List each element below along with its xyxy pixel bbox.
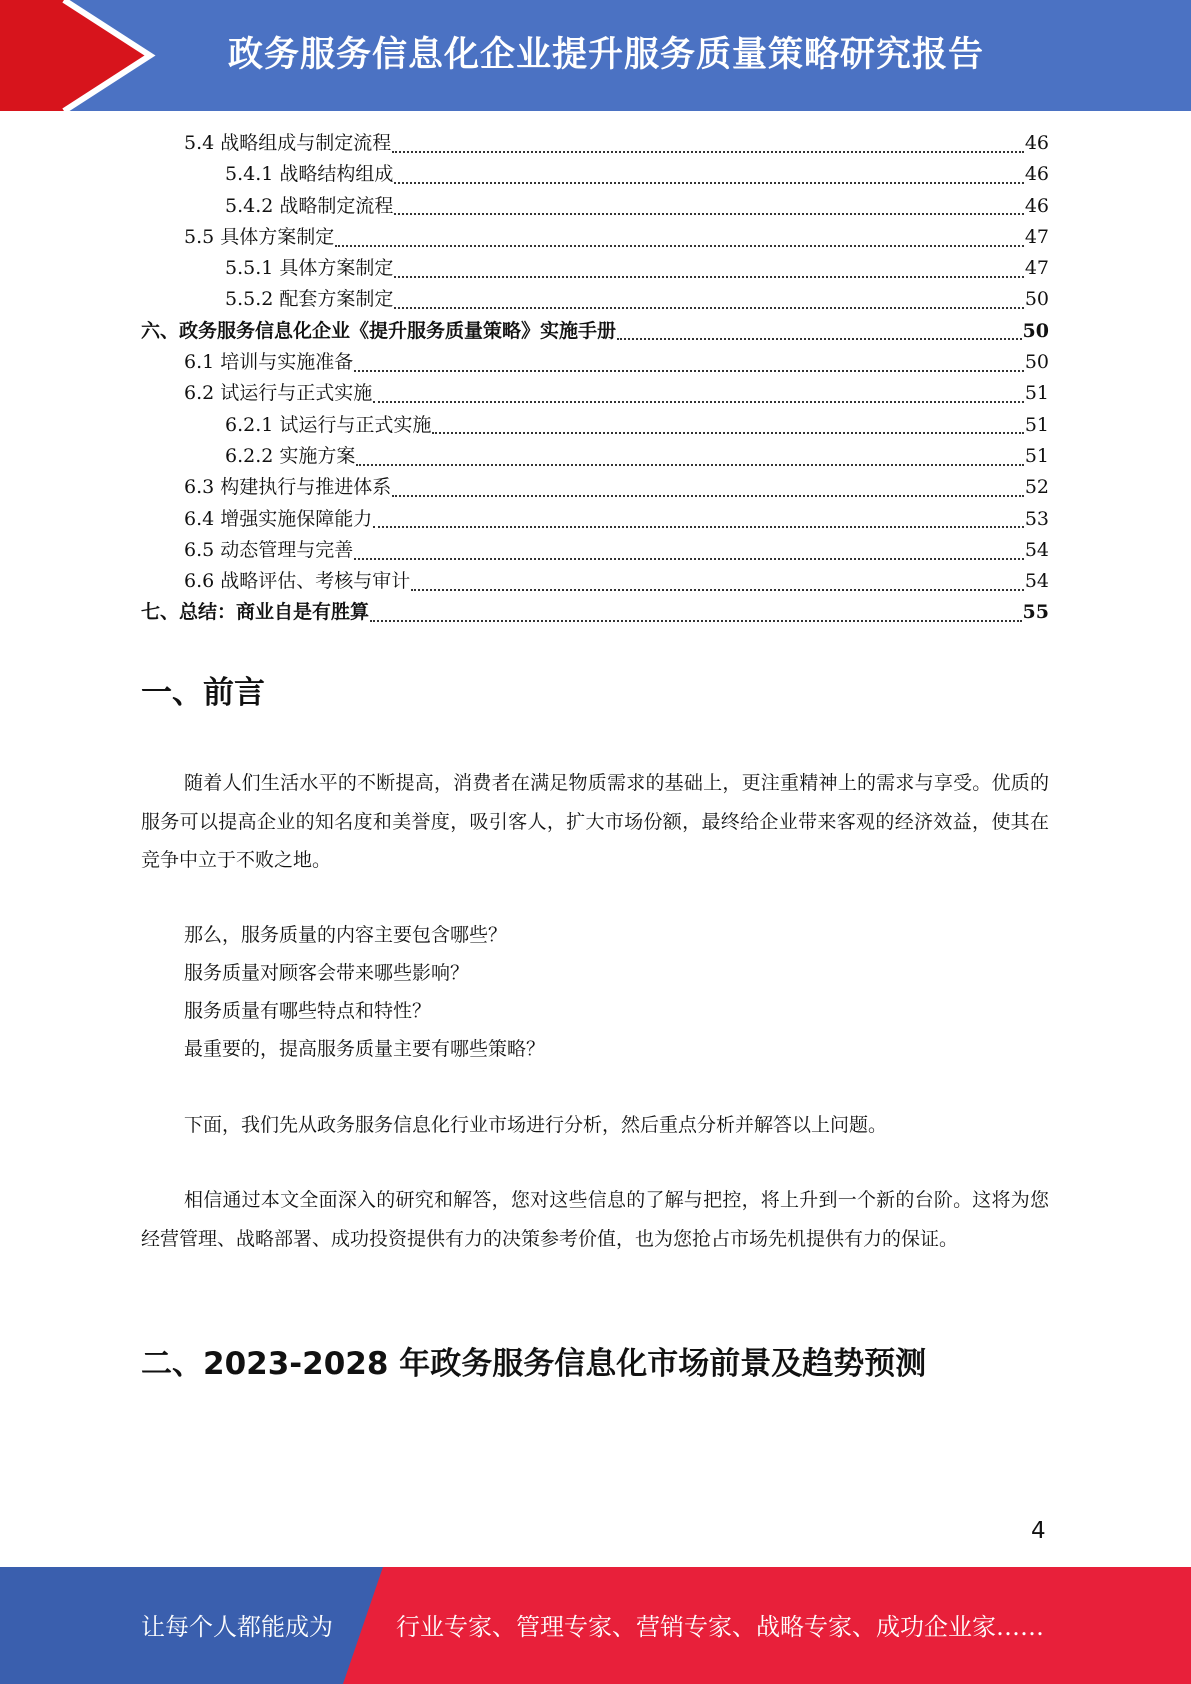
toc-entry[interactable] <box>141 347 1049 378</box>
section-heading-market-forecast: 二、2023-2028 年政务服务信息化市场前景及趋势预测 <box>141 1346 927 1382</box>
toc-dot-leader <box>373 526 1024 528</box>
toc-entry[interactable] <box>141 159 1049 190</box>
toc-entry[interactable] <box>141 472 1049 503</box>
toc-entry[interactable] <box>141 504 1049 535</box>
toc-entry-page: 54 <box>1024 570 1049 593</box>
toc-dot-leader <box>370 620 1022 622</box>
toc-entry-page: 50 <box>1024 288 1049 311</box>
toc-entry-label: 5.5.1 具体方案制定 <box>225 257 394 280</box>
toc-dot-leader <box>394 276 1023 278</box>
toc-entry-label: 5.5 具体方案制定 <box>184 225 335 248</box>
toc-entry-page: 51 <box>1024 382 1049 405</box>
toc-entry-page: 46 <box>1024 194 1049 217</box>
toc-entry[interactable] <box>141 597 1049 628</box>
toc-dot-leader <box>373 401 1024 403</box>
header-arrow-shape <box>0 0 160 111</box>
toc-entry-page: 47 <box>1024 225 1049 248</box>
toc-entry-label: 6.5 动态管理与完善 <box>184 538 354 561</box>
toc-entry-label: 5.4.1 战略结构组成 <box>225 163 394 186</box>
footer-slogan-right: 行业专家、管理专家、营销专家、战略专家、成功企业家…… <box>396 1613 1044 1641</box>
toc-entry-label: 6.2 试运行与正式实施 <box>184 382 373 405</box>
toc-entry-page: 55 <box>1022 601 1049 624</box>
toc-entry-page: 46 <box>1024 163 1049 186</box>
toc-entry-page: 54 <box>1024 538 1049 561</box>
question-line: 最重要的，提高服务质量主要有哪些策略？ <box>184 1038 546 1060</box>
toc-dot-leader <box>394 213 1023 215</box>
toc-dot-leader <box>356 464 1023 466</box>
toc-dot-leader <box>354 558 1024 560</box>
toc-entry-page: 52 <box>1024 476 1049 499</box>
preface-paragraph-2: 下面，我们先从政务服务信息化行业市场进行分析，然后重点分析并解答以上问题。 <box>184 1114 888 1136</box>
table-of-contents <box>141 128 1049 629</box>
toc-entry-label: 5.5.2 配套方案制定 <box>225 288 394 311</box>
toc-entry-label: 六、政务服务信息化企业《提升服务质量策略》实施手册 <box>141 319 617 342</box>
toc-entry-page: 51 <box>1024 413 1049 436</box>
question-line: 服务质量有哪些特点和特性？ <box>184 1000 432 1022</box>
toc-dot-leader <box>394 182 1023 184</box>
toc-entry[interactable] <box>141 191 1049 222</box>
question-line: 那么，服务质量的内容主要包含哪些？ <box>184 924 508 946</box>
toc-entry-label: 6.6 战略评估、考核与审计 <box>184 570 411 593</box>
toc-entry[interactable] <box>141 316 1049 347</box>
preface-paragraph-1: 随着人们生活水平的不断提高，消费者在满足物质需求的基础上，更注重精神上的需求与享受。优质的服务可以提高企业的知名度和美誉度，吸引客人，扩大市场份额，最终给企业带来客观的经济效益，使其在竞争中立于不败之地。 <box>141 772 1049 871</box>
section-heading-preface: 一、前言 <box>141 675 265 711</box>
toc-dot-leader <box>394 307 1023 309</box>
preface-paragraph-3: 相信通过本文全面深入的研究和解答，您对这些信息的了解与把控，将上升到一个新的台阶。这将为您经营管理、战略部署、成功投资提供有力的决策参考价值，也为您抢占市场先机提供有力的保证。 <box>141 1189 1049 1250</box>
toc-entry-page: 51 <box>1024 444 1049 467</box>
toc-entry[interactable] <box>141 378 1049 409</box>
toc-entry-label: 6.2.1 试运行与正式实施 <box>225 413 432 436</box>
toc-entry-label: 6.3 构建执行与推进体系 <box>184 476 392 499</box>
header-banner <box>0 0 1191 111</box>
toc-entry[interactable] <box>141 284 1049 315</box>
footer-slogan-left: 让每个人都能成为 <box>141 1613 333 1641</box>
toc-dot-leader <box>411 589 1024 591</box>
toc-entry-label: 5.4 战略组成与制定流程 <box>184 132 392 154</box>
toc-entry-page: 46 <box>1024 132 1049 154</box>
toc-dot-leader <box>392 151 1024 153</box>
toc-dot-leader <box>617 338 1022 340</box>
toc-entry[interactable] <box>141 410 1049 441</box>
toc-entry-label: 6.4 增强实施保障能力 <box>184 507 373 530</box>
toc-entry-label: 6.1 培训与实施准备 <box>184 351 354 374</box>
footer-banner <box>0 1567 1191 1684</box>
toc-dot-leader <box>354 370 1024 372</box>
document-title: 政务服务信息化企业提升服务质量策略研究报告 <box>228 35 985 75</box>
question-line: 服务质量对顾客会带来哪些影响？ <box>184 962 470 984</box>
page-number: 4 <box>1031 1518 1046 1544</box>
toc-entry-label: 七、总结：商业自是有胜算 <box>141 601 370 624</box>
toc-entry-page: 50 <box>1022 319 1049 342</box>
toc-entry-label: 6.2.2 实施方案 <box>225 444 356 467</box>
toc-entry[interactable] <box>141 441 1049 472</box>
toc-entry[interactable] <box>141 222 1049 253</box>
toc-entry[interactable] <box>141 128 1049 159</box>
toc-entry[interactable] <box>141 566 1049 597</box>
toc-entry-page: 53 <box>1024 507 1049 530</box>
toc-entry-page: 50 <box>1024 351 1049 374</box>
toc-entry-page: 47 <box>1024 257 1049 280</box>
toc-entry-label: 5.4.2 战略制定流程 <box>225 194 394 217</box>
toc-dot-leader <box>335 245 1024 247</box>
toc-entry[interactable] <box>141 535 1049 566</box>
toc-dot-leader <box>432 432 1023 434</box>
toc-entry[interactable] <box>141 253 1049 284</box>
toc-dot-leader <box>392 495 1024 497</box>
